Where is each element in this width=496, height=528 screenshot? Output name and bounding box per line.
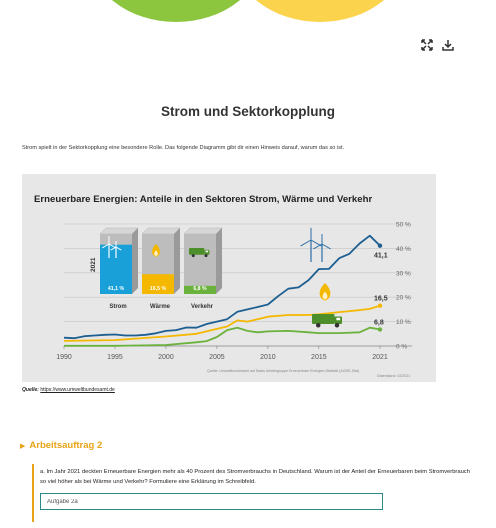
inset-box-top-waerme [142,228,180,234]
inset-box-side-verkehr [216,228,222,294]
y-tick-label: 20 % [396,294,411,302]
x-tick-label: 1995 [107,354,123,361]
inset-value-waerme: 16,5 % [149,286,167,292]
answer-input[interactable] [40,493,383,510]
x-tick-label: 2005 [209,354,225,361]
series-end-label-verkehr: 6,8 [374,319,384,327]
inset-label-strom: Strom [109,304,127,310]
inset-box-side-waerme [174,228,180,294]
wind-turbine-icon [301,228,331,262]
renewables-chart [22,174,436,382]
task-text: a. Im Jahr 2021 deckten Erneuerbare Energien mehr als 40 Prozent des Stromverbrauchs in Deutschland. Warum ist der Anteil der Erneuerbaren beim Stromverbrauch so viel höher als bei Wärme und Verkehr? Formuliere eine Erklärung im Schreibfeld. [40,469,470,485]
y-tick-label: 40 % [396,245,411,253]
y-tick-label: 50 % [396,221,411,229]
series-endpoint-waerme [378,304,382,308]
x-tick-label: 2010 [260,354,276,361]
series-line-verkehr [64,328,380,346]
series-endpoint-verkehr [378,327,382,331]
inset-year: 2021 [90,257,97,272]
y-tick-label: 30 % [396,270,411,278]
x-tick-label: 1990 [56,354,72,361]
chart-title: Erneuerbare Energien: Anteile in den Sektoren Strom, Wärme und Verkehr [34,194,373,205]
inset-box-verkehr [184,234,216,294]
chart-svg [22,174,436,382]
caret-right-icon: ▶ [20,443,26,450]
decorative-yellow-circle [232,0,408,22]
x-tick-label: 2021 [372,354,388,361]
truck-icon [189,248,204,255]
y-tick-label: 0 % [396,343,408,351]
chart-inset [90,228,222,310]
task-heading[interactable] [20,440,102,451]
task-heading-label: Arbeitsauftrag 2 [29,440,103,451]
chart-source-note: Quelle: Umweltbundesamt auf Basis Arbeitsgruppe Erneuerbare Energien-Statistik (AGEE-Stat) [207,369,360,373]
download-icon[interactable] [441,38,455,52]
source-line [22,387,115,393]
truck-icon [312,314,335,324]
series-endpoint-strom [378,244,382,248]
inset-box-top-strom [100,228,138,234]
source-link[interactable]: https://www.umweltbundesamt.de [40,387,115,393]
y-tick-label: 10 % [396,319,411,327]
x-tick-label: 2000 [158,354,174,361]
series-end-label-strom: 41,1 [374,252,388,260]
chart-icons [102,228,342,328]
inset-value-strom: 41,1 % [107,286,125,292]
decorative-green-circle [88,0,264,22]
task-block [32,464,472,522]
page-title: Strom und Sektorkopplung [161,104,335,119]
source-label: Quelle: [22,387,39,393]
intro-text: Strom spielt in der Sektorkopplung eine besondere Rolle. Das folgende Diagramm gibt dir einen Hinweis darauf, warum das so ist. [22,145,345,151]
inset-box-side-strom [132,228,138,294]
inset-value-verkehr: 6,8 % [193,286,207,292]
inset-box-top-verkehr [184,228,222,234]
expand-icon[interactable] [420,38,434,52]
x-tick-label: 2015 [311,354,327,361]
series-end-label-waerme: 16,5 [374,295,388,303]
chart-source-date: Datenstand: 03/2021 [377,374,411,378]
inset-label-waerme: Wärme [149,304,171,310]
inset-label-verkehr: Verkehr [190,304,214,310]
